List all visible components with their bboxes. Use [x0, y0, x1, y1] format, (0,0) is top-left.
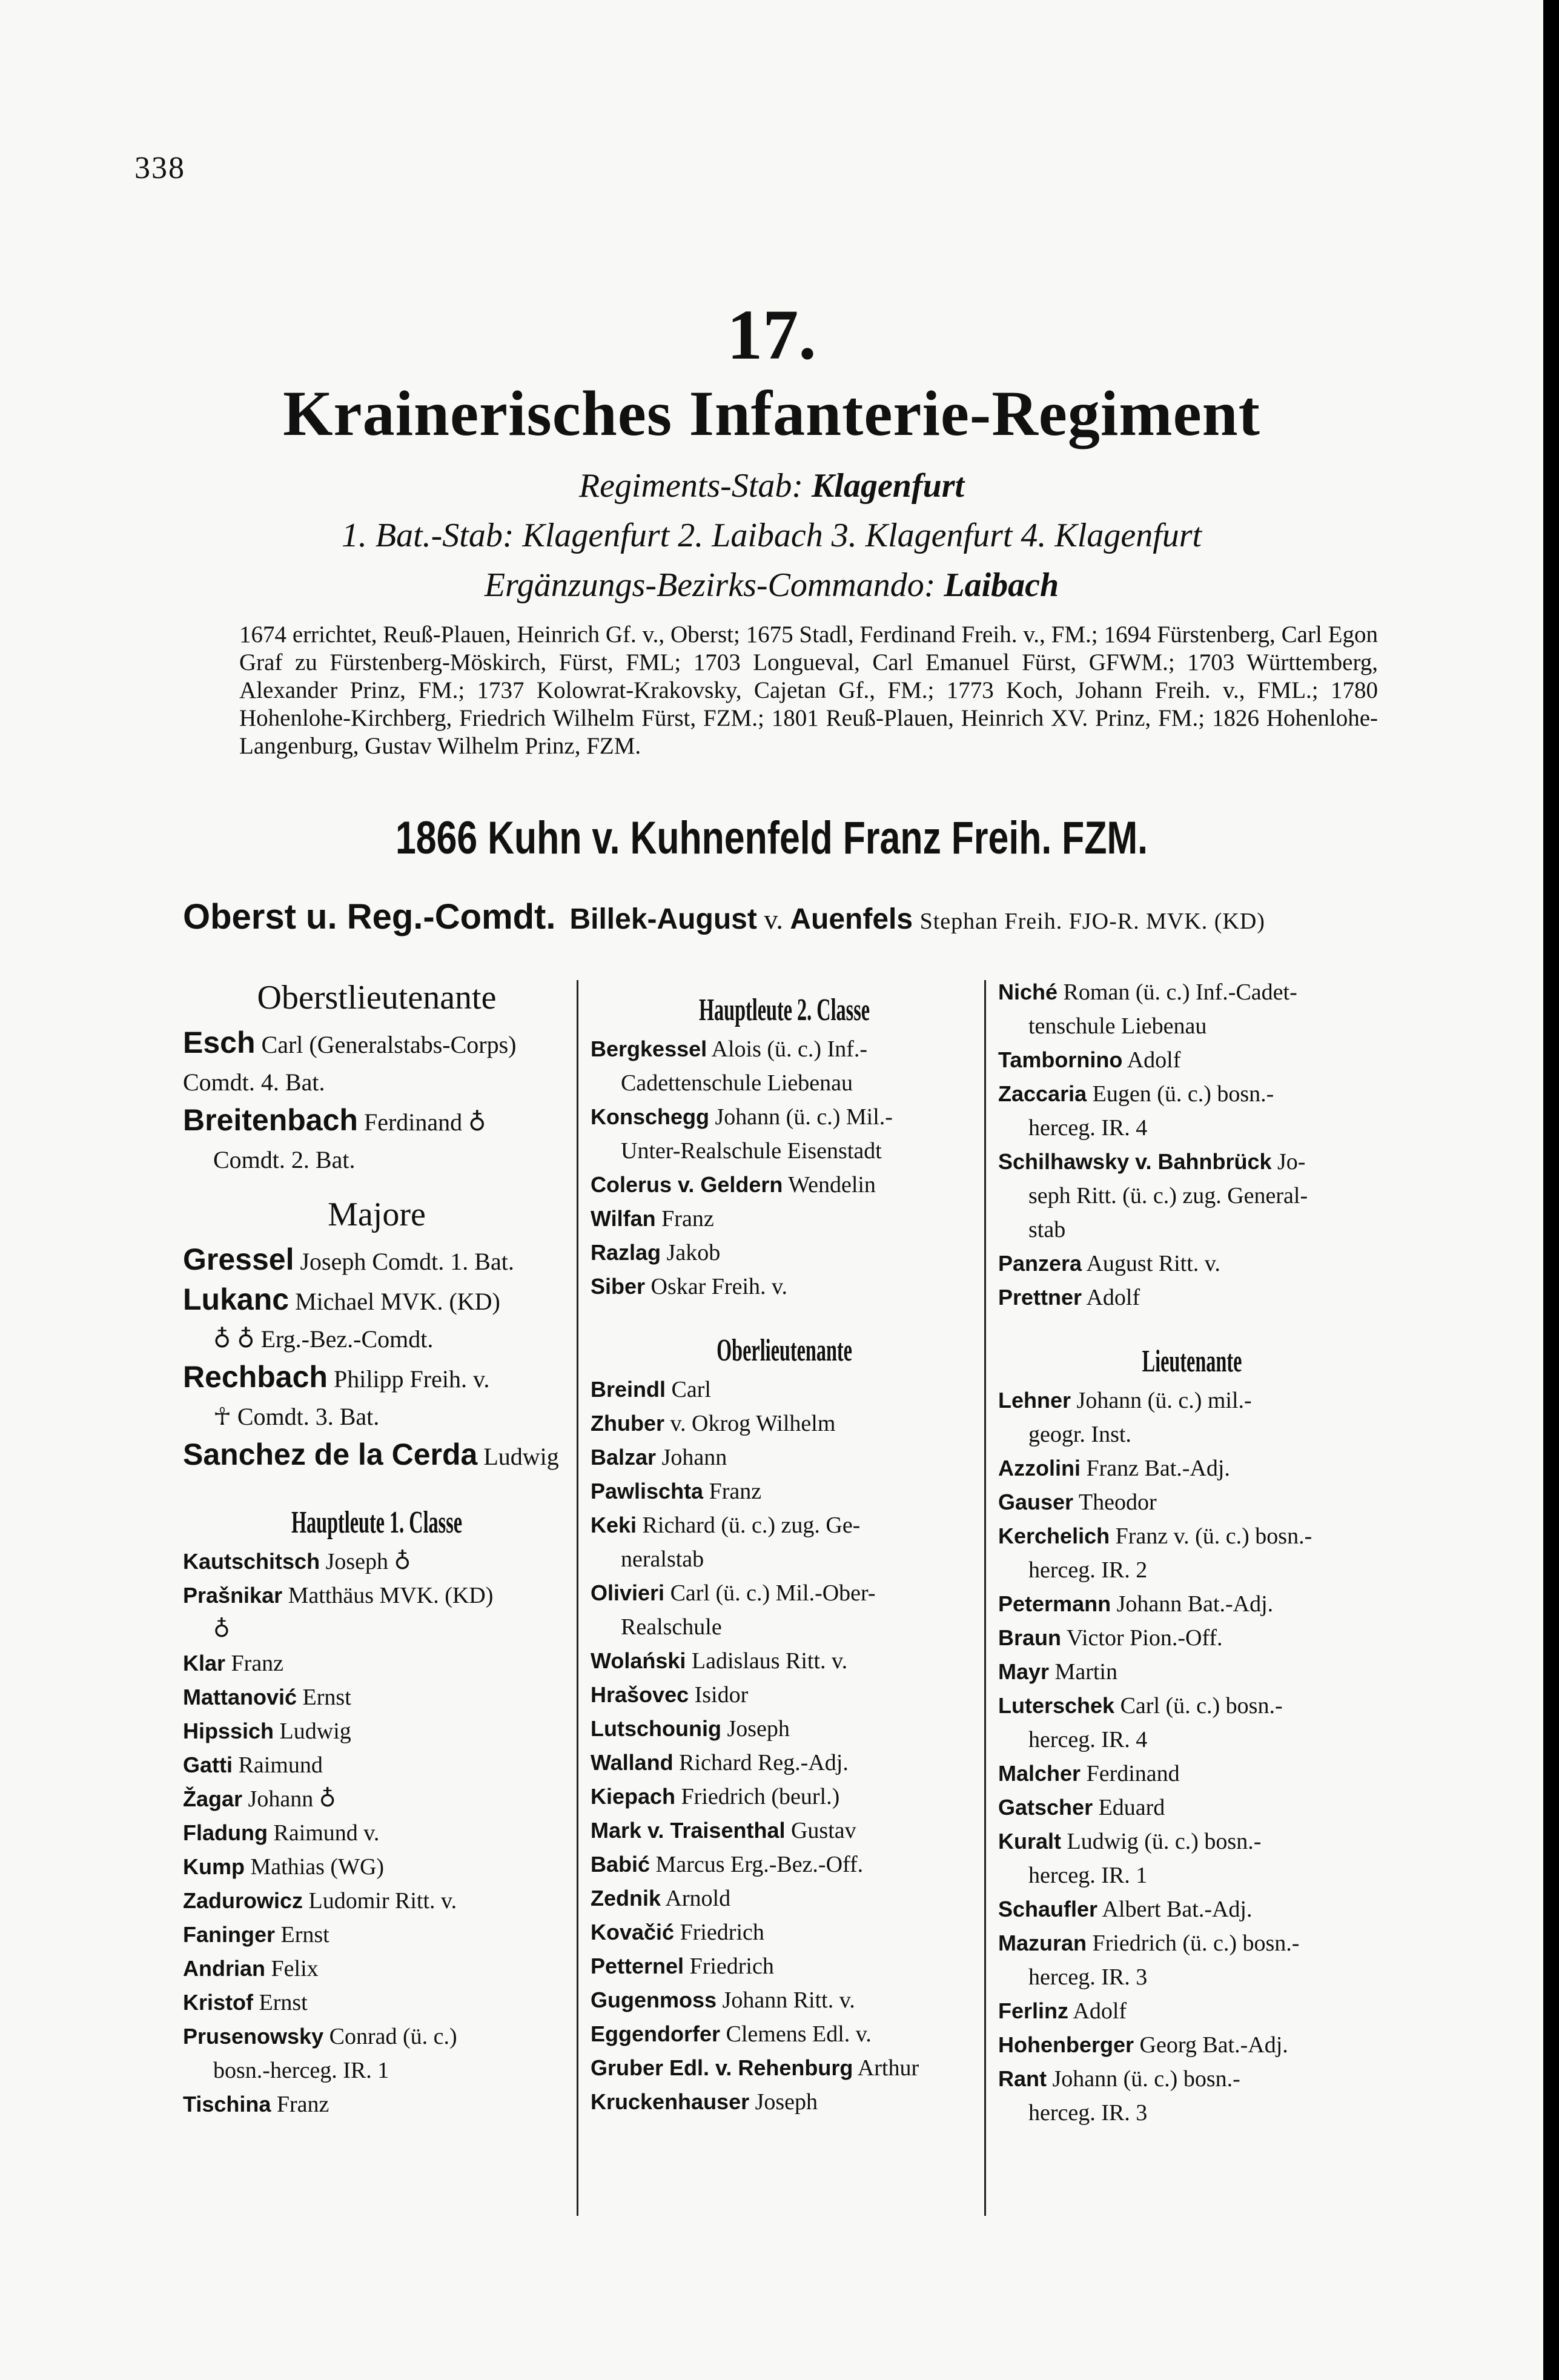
entry-name: Colerus v. Geldern	[591, 1172, 783, 1197]
entry-name: Lutschounig	[591, 1716, 721, 1741]
entry-text: Carl	[671, 1377, 711, 1402]
entry-name: Klar	[183, 1651, 226, 1676]
entry-name: Olivieri	[591, 1580, 665, 1605]
entry-name: Hohenberger	[998, 2032, 1134, 2057]
list-item	[591, 1032, 978, 1066]
list-item	[998, 1723, 1386, 1757]
entry-text: bosn.-herceg. IR. 1	[213, 2058, 389, 2083]
list-item	[998, 1655, 1386, 1689]
entry-text: Johann	[661, 1445, 727, 1470]
list-item	[998, 1179, 1386, 1213]
list-item	[591, 1814, 978, 1848]
entry-name: Keki	[591, 1513, 637, 1537]
list-item	[183, 1281, 571, 1358]
list-item	[183, 1782, 571, 1816]
entry-name: Prettner	[998, 1285, 1082, 1310]
entry-text: Carl (ü. c.) Mil.-Ober-	[670, 1580, 876, 1606]
list-item	[183, 1101, 571, 1179]
oberst-label: Oberst u. Reg.-Comdt.	[183, 897, 556, 936]
entry-name: Kuralt	[998, 1829, 1062, 1854]
list-item	[998, 1926, 1386, 1960]
list-item	[998, 1791, 1386, 1825]
entry-name: Eggendorfer	[591, 2021, 721, 2046]
entry-text: Raimund v.	[273, 1820, 380, 1846]
entry-name: Ferlinz	[998, 1998, 1069, 2023]
entry-text: August Ritt. v.	[1086, 1251, 1220, 1276]
list-item	[591, 1644, 978, 1678]
entry-name: Prusenowsky	[183, 2024, 324, 2049]
entry-text: Felix	[271, 1956, 319, 1981]
entry-name: Kristof	[183, 1990, 253, 2015]
entry-name: Kerchelich	[998, 1523, 1110, 1548]
entry-text: Arnold	[665, 1886, 731, 1911]
list-item	[591, 1508, 978, 1542]
list-item	[183, 2053, 571, 2087]
list-item	[591, 1915, 978, 1949]
oberst-rest: Stephan Freih. FJO-R. MVK. (KD)	[919, 909, 1265, 934]
list-item	[591, 1576, 978, 1610]
list-item	[591, 2017, 978, 2051]
list-item	[998, 1281, 1386, 1314]
entry-text: Matthäus MVK. (KD)	[288, 1583, 494, 1608]
entry-text: Comdt. 2. Bat.	[213, 1146, 356, 1173]
entry-name: Lukanc	[183, 1282, 290, 1316]
entry-text: Friedrich (beurl.)	[681, 1784, 840, 1809]
list-item	[591, 1270, 978, 1304]
entry-text: Franz Bat.-Adj.	[1086, 1456, 1230, 1481]
entry-text: Ludwig	[279, 1719, 351, 1744]
entry-text: Ernst	[302, 1685, 351, 1710]
list-item	[591, 1881, 978, 1915]
entry-text: Adolf	[1127, 1047, 1181, 1073]
list-item	[998, 1960, 1386, 1994]
entry-text: Franz	[276, 2092, 329, 2117]
entry-text: Alois (ü. c.) Inf.-	[711, 1036, 868, 1062]
inhaber-heading: 1866 Kuhn v. Kuhnenfeld Franz Freih. FZM.	[395, 812, 1148, 864]
erg-line	[0, 566, 1543, 605]
entry-text: Ferdinand	[363, 1109, 463, 1136]
list-item	[998, 1825, 1386, 1858]
list-item	[591, 1236, 978, 1270]
entry-name: Mattanović	[183, 1685, 297, 1709]
list-item	[183, 2020, 571, 2053]
entry-text: Mathias (WG)	[250, 1854, 385, 1880]
entry-text: Friedrich	[680, 1920, 764, 1945]
entry-name: Sanchez de la Cerda	[183, 1437, 478, 1471]
entry-text: Johann (ü. c.) bosn.-	[1052, 2066, 1240, 2092]
entry-text: Ludomir Ritt. v.	[308, 1888, 457, 1914]
entry-text: Oskar Freih. v.	[650, 1274, 788, 1299]
entry-name: Tischina	[183, 2092, 271, 2116]
entry-name: Wilfan	[591, 1206, 656, 1231]
entry-text: Marcus Erg.-Bez.-Off.	[655, 1852, 864, 1877]
list-item	[998, 1892, 1386, 1926]
list-item	[183, 1358, 571, 1436]
entry-text: herceg. IR. 4	[1028, 1115, 1148, 1141]
oberst-name2: Auenfels	[790, 903, 913, 935]
entry-text: Philipp Freih. v.	[333, 1365, 490, 1393]
entry-text: Martin	[1054, 1659, 1117, 1685]
entry-text: Ludwig	[483, 1443, 559, 1470]
page-number: 338	[134, 151, 185, 185]
column-1	[183, 975, 571, 2121]
entry-text: herceg. IR. 2	[1028, 1557, 1148, 1583]
list-item	[998, 1519, 1386, 1553]
list-item	[183, 1545, 571, 1579]
entry-name: Zhuber	[591, 1411, 664, 1436]
entry-name: Gatti	[183, 1752, 233, 1777]
entry-text: Conrad (ü. c.)	[329, 2024, 457, 2049]
hauptleute-1-list	[183, 1545, 571, 2121]
decoration-icon: ♁ ♁	[213, 1325, 255, 1353]
list-item	[998, 1213, 1386, 1247]
list-item	[591, 1983, 978, 2017]
entry-name: Gugenmoss	[591, 1987, 717, 2012]
entry-name: Siber	[591, 1274, 646, 1299]
entry-name: Zadurowicz	[183, 1888, 303, 1913]
entry-name: Gruber Edl. v. Rehenburg	[591, 2055, 853, 2080]
list-item	[183, 1714, 571, 1748]
entry-text: stab	[1028, 1217, 1066, 1242]
list-item	[183, 1436, 571, 1476]
list-item	[998, 1485, 1386, 1519]
heading-lieutenante: Lieutenante	[1142, 1344, 1242, 1379]
entry-text: Ernst	[259, 1990, 308, 2015]
entry-text: geogr. Inst.	[1028, 1422, 1131, 1447]
list-item	[591, 1202, 978, 1236]
list-item	[998, 1247, 1386, 1281]
entry-text: herceg. IR. 1	[1028, 1863, 1148, 1888]
list-item	[183, 1816, 571, 1850]
list-item	[591, 2051, 978, 2085]
list-item	[591, 1066, 978, 1100]
entry-text: Jakob	[666, 1240, 721, 1265]
decoration-icon: ♁	[468, 1109, 486, 1136]
entry-name: Niché	[998, 980, 1058, 1004]
list-item	[591, 1712, 978, 1746]
entry-text: Albert Bat.-Adj.	[1102, 1897, 1253, 1922]
entry-text: Gustav	[790, 1818, 856, 1843]
list-item	[998, 2096, 1386, 2130]
entry-text: Adolf	[1073, 1998, 1127, 2024]
regiments-stab-line	[0, 466, 1543, 505]
entry-text: Georg Bat.-Adj.	[1139, 2032, 1288, 2058]
entry-name: Mayr	[998, 1659, 1050, 1684]
heading-hauptleute-1: Hauptleute 1. Classe	[291, 1505, 463, 1540]
list-item	[998, 1621, 1386, 1655]
list-item	[998, 2028, 1386, 2062]
list-item	[591, 1474, 978, 1508]
entry-name: Razlag	[591, 1240, 661, 1265]
list-item	[998, 1417, 1386, 1451]
entry-text: Johann ♁	[248, 1786, 336, 1812]
list-item	[591, 1134, 978, 1168]
entry-name: Azzolini	[998, 1456, 1081, 1480]
entry-text: Unter-Realschule Eisenstadt	[621, 1138, 882, 1164]
list-item	[998, 1077, 1386, 1111]
entry-text: Michael MVK. (KD)	[295, 1288, 500, 1315]
list-item	[998, 1384, 1386, 1417]
entry-text: Eugen (ü. c.) bosn.-	[1092, 1081, 1274, 1107]
entry-text: Franz v. (ü. c.) bosn.-	[1115, 1523, 1312, 1549]
entry-name: Babić	[591, 1852, 650, 1877]
history-paragraph: 1674 errichtet, Reuß-Plauen, Heinrich Gf. v., Oberst; 1675 Stadl, Ferdinand Freih. v., FM.; 1694 Fürstenberg, Carl Egon Graf zu Fürstenberg-Möskirch, Fürst, FML; 1703 Longueval, Carl Emanuel Fürst, GFWM.; 1703 Württemberg, Alexander Prinz, FM.; 1737 Kolowrat-Krakovsky, Cajetan Gf., FM.; 1773 Koch, Johann Freih. v., FML.; 1780 Hohenlohe-Kirchberg, Friedrich Wilhelm Fürst, FZM.; 1801 Reuß-Plauen, Heinrich XV. Prinz, FM.; 1826 Hohenlohe-Langenburg, Gustav Wilhelm Prinz, FZM.	[239, 622, 1378, 759]
entry-text: Carl (ü. c.) bosn.-	[1120, 1693, 1283, 1719]
entry-text: Joseph ♁	[325, 1549, 411, 1574]
list-item	[591, 1848, 978, 1881]
column-divider-1	[577, 980, 578, 2216]
entry-text: Johann Bat.-Adj.	[1116, 1591, 1274, 1617]
entry-name: Pawlischta	[591, 1479, 704, 1503]
list-item	[591, 1542, 978, 1576]
entry-text: Cadettenschule Liebenau	[621, 1070, 853, 1096]
list-item	[998, 975, 1386, 1009]
list-item	[591, 1407, 978, 1440]
list-item	[998, 1689, 1386, 1723]
stab-label: Regiments-Stab:	[578, 467, 804, 505]
entry-text: Johann Ritt. v.	[722, 1987, 855, 2013]
entry-name: Kautschitsch	[183, 1549, 320, 1574]
erg-label: Ergänzungs-Bezirks-Commando:	[484, 566, 936, 604]
entry-text: Roman (ü. c.) Inf.-Cadet-	[1063, 980, 1297, 1005]
entry-name: Kovačić	[591, 1920, 675, 1944]
entry-text: Franz	[709, 1479, 762, 1504]
entry-text: Friedrich	[689, 1954, 774, 1979]
list-item	[998, 1994, 1386, 2028]
entry-name: Lehner	[998, 1388, 1071, 1413]
list-item	[998, 1587, 1386, 1621]
list-item	[998, 1111, 1386, 1145]
entry-text: Johann (ü. c.) mil.-	[1076, 1388, 1252, 1413]
entry-name: Fladung	[183, 1820, 268, 1845]
entry-text: Franz	[661, 1206, 714, 1231]
entry-text: Wendelin	[788, 1172, 876, 1198]
entry-name: Esch	[183, 1026, 256, 1059]
entry-name: Gauser	[998, 1490, 1074, 1514]
entry-text: neralstab	[621, 1546, 704, 1572]
entry-name: Prašnikar	[183, 1583, 283, 1608]
list-item	[998, 1009, 1386, 1043]
entry-name: Konschegg	[591, 1104, 710, 1129]
heading-oberstlieutenante: Oberstlieutenante	[257, 979, 497, 1016]
entry-name: Luterschek	[998, 1693, 1115, 1718]
entry-name: Rechbach	[183, 1360, 328, 1394]
entry-text: Clemens Edl. v.	[726, 2021, 872, 2047]
list-item	[183, 1748, 571, 1782]
entry-name: Mazuran	[998, 1931, 1087, 1955]
stab-place: Klagenfurt	[812, 467, 965, 505]
oberst-name1: Billek-August	[569, 903, 757, 935]
list-item	[591, 1168, 978, 1202]
entry-name: Zaccaria	[998, 1081, 1087, 1106]
entry-text: Victor Pion.-Off.	[1066, 1625, 1223, 1651]
entry-name: Zednik	[591, 1886, 661, 1911]
entry-text: Arthur	[857, 2055, 919, 2081]
oberst-line	[183, 897, 1265, 937]
list-item	[183, 1241, 571, 1281]
entry-name: Balzar	[591, 1445, 657, 1470]
entry-text: seph Ritt. (ü. c.) zug. General-	[1028, 1183, 1308, 1208]
regiment-number: 17.	[727, 295, 816, 374]
entry-name: Kiepach	[591, 1784, 676, 1809]
lieutenante-list	[998, 1384, 1386, 2130]
entry-text: Johann (ü. c.) Mil.-	[715, 1104, 893, 1130]
column-divider-2	[984, 980, 986, 2216]
entry-text: Isidor	[694, 1682, 749, 1708]
column-2	[591, 975, 978, 2119]
oberst-v: v.	[764, 904, 783, 935]
entry-name: Kruckenhauser	[591, 2089, 750, 2114]
heading-oberlieutenante: Oberlieutenante	[717, 1333, 852, 1368]
entry-name: Panzera	[998, 1251, 1082, 1276]
page-title: Krainerisches Infanterie-Regiment	[283, 378, 1260, 449]
entry-text: Joseph	[755, 2089, 818, 2115]
entry-text: Ladislaus Ritt. v.	[691, 1648, 848, 1674]
entry-name: Petermann	[998, 1591, 1111, 1616]
entry-name: Hipssich	[183, 1719, 274, 1743]
oberlieutenante-list	[591, 1373, 978, 2119]
entry-text: Ferdinand	[1086, 1761, 1180, 1786]
column-3	[998, 975, 1386, 2130]
entry-text: herceg. IR. 4	[1028, 1727, 1148, 1752]
entry-text: tenschule Liebenau	[1028, 1013, 1207, 1039]
list-item	[998, 1858, 1386, 1892]
entry-text: herceg. IR. 3	[1028, 2100, 1148, 2126]
list-item	[183, 1579, 571, 1613]
heading-majore: Majore	[328, 1196, 426, 1233]
hauptleute-2-list	[591, 1032, 978, 1304]
entry-text: Comdt. 3. Bat.	[237, 1403, 380, 1430]
entry-name: Gatscher	[998, 1795, 1093, 1820]
entry-name: Braun	[998, 1625, 1062, 1650]
list-item	[998, 1451, 1386, 1485]
list-item	[591, 1949, 978, 1983]
entry-text: v. Okrog Wilhelm	[670, 1411, 836, 1436]
entry-name: Mark v. Traisenthal	[591, 1818, 786, 1843]
entry-name: Hrašovec	[591, 1682, 689, 1707]
list-item	[591, 2085, 978, 2119]
decoration-icon: ☥	[213, 1403, 231, 1430]
list-item	[183, 1952, 571, 1986]
list-item	[998, 1553, 1386, 1587]
entry-name: Schaufler	[998, 1897, 1098, 1921]
entry-name: Walland	[591, 1750, 674, 1775]
entry-name: Wolański	[591, 1648, 686, 1673]
erg-place: Laibach	[944, 566, 1059, 604]
list-item	[998, 1757, 1386, 1791]
entry-text: Franz	[231, 1651, 284, 1676]
entry-name: Petternel	[591, 1954, 684, 1978]
list-item	[998, 1145, 1386, 1179]
list-item	[183, 1850, 571, 1884]
entry-text: Richard (ü. c.) zug. Ge-	[642, 1513, 861, 1538]
list-item	[591, 1780, 978, 1814]
entry-text: Raimund	[238, 1752, 323, 1778]
entry-text: Erg.-Bez.-Comdt.	[260, 1325, 434, 1353]
heading-hauptleute-2: Hauptleute 2. Classe	[698, 993, 870, 1027]
list-item	[591, 1440, 978, 1474]
entry-text: herceg. IR. 3	[1028, 1964, 1148, 1990]
entry-text: Eduard	[1098, 1795, 1165, 1820]
entry-text: Ernst	[280, 1922, 329, 1947]
entry-text: Joseph	[727, 1716, 790, 1742]
entry-name: Faninger	[183, 1922, 276, 1947]
entry-name: Tambornino	[998, 1047, 1123, 1072]
list-item	[183, 1918, 571, 1952]
entry-name: Schilhawsky v. Bahnbrück	[998, 1149, 1272, 1174]
hauptleute-2-continued-list	[998, 975, 1386, 1314]
list-item	[183, 1986, 571, 2020]
list-item	[183, 1884, 571, 1918]
entry-text: Joseph Comdt. 1. Bat.	[300, 1248, 514, 1275]
entry-name: Bergkessel	[591, 1036, 707, 1061]
list-item	[591, 1746, 978, 1780]
entry-text: Realschule	[621, 1614, 722, 1640]
entry-name: Rant	[998, 2066, 1047, 2091]
list-item	[591, 1373, 978, 1407]
list-item	[183, 1024, 571, 1101]
list-item	[183, 1646, 571, 1680]
list-item	[591, 1610, 978, 1644]
entry-name: Breindl	[591, 1377, 666, 1402]
entry-name: Breitenbach	[183, 1103, 358, 1137]
entry-text: Ludwig (ü. c.) bosn.-	[1067, 1829, 1262, 1854]
list-item	[998, 1043, 1386, 1077]
list-item	[183, 1613, 571, 1646]
scan-edge	[1543, 0, 1559, 2380]
list-item	[183, 1680, 571, 1714]
entry-name: Malcher	[998, 1761, 1081, 1786]
entry-text: Theodor	[1078, 1490, 1157, 1515]
entry-name: Kump	[183, 1854, 245, 1879]
entry-text: Adolf	[1086, 1285, 1140, 1310]
list-item	[591, 1100, 978, 1134]
entry-name: Gressel	[183, 1242, 294, 1276]
entry-text: Richard Reg.-Adj.	[679, 1750, 849, 1775]
entry-text: Jo-	[1277, 1149, 1306, 1175]
entry-name: Žagar	[183, 1786, 243, 1811]
list-item	[998, 2062, 1386, 2096]
entry-text: Friedrich (ü. c.) bosn.-	[1092, 1931, 1300, 1956]
list-item	[183, 2087, 571, 2121]
entry-text: ♁	[213, 1617, 230, 1642]
battalions-line: 1. Bat.-Stab: Klagenfurt 2. Laibach 3. Klagenfurt 4. Klagenfurt	[341, 517, 1202, 554]
list-item	[591, 1678, 978, 1712]
entry-name: Andrian	[183, 1956, 266, 1981]
entry-text: Carl (Generalstabs-Corps) Comdt. 4. Bat.	[183, 1031, 517, 1096]
